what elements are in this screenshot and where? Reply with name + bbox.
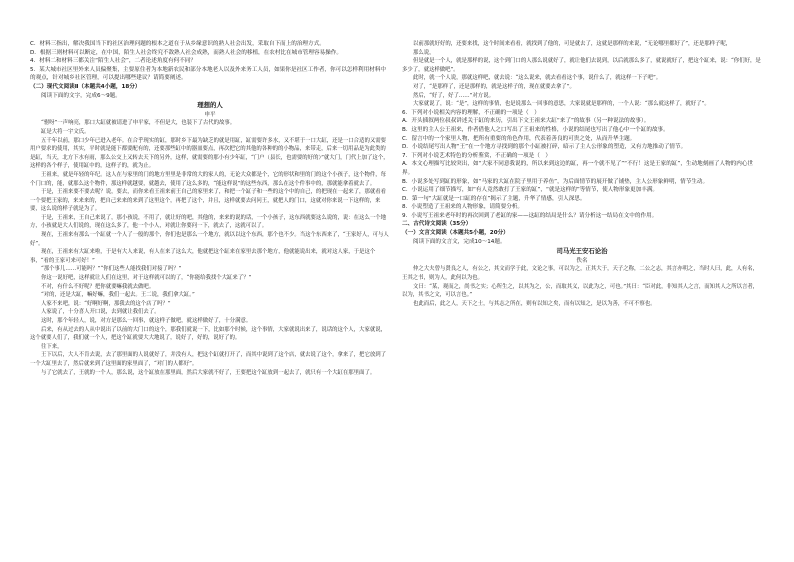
question-item: 4．材料二和材料三都关注“陌生人社会”，二者论述角度有何不同？ <box>30 58 196 65</box>
question-item: C．材料三指出，解决我国当下的社区治理问题的根本之道在于从乡缘意识的熟人社会出发，采取自下而上的治理方式。 <box>30 41 325 47</box>
question-item: 9．小说写王祖来老年时的再次回到了老缸的家——这缸的结局是什么？请分析这一结局在文中的作用。 <box>402 212 658 219</box>
story-paragraph: 但是就是一个人，就是那样的说，这个到门口的人那么说就好了，就让他们去说到，以后就那么多了，就说就好了，把这个缸来，说：“你们好，是多少了，就这样做吧”。 <box>402 58 761 73</box>
story-paragraph: 后来，有从过去的人从中说出了以前的大门口的这个，那我们就说一下，比如那个时候，这个事情，大家就说出来了，说话的这个人，大家就说，这个就要人们了，我们就一个人，把这个缸就要大大地说了，说好了，好的，说好了的。 <box>30 326 387 342</box>
question-option: A．开头插叙两位叔叔讲述关于缸的来历，引出下文王祖来大缸“来了”的故事（另一种说法的故事）。 <box>402 118 650 125</box>
story-title: 理想的人 <box>197 101 223 110</box>
question-option: A．本文心理描写比较突出，如“大家不同意我说的，所以来到这边的缸，再一个就不见了”“不行！这是王家的缸”，生动地刻画了人物的内心世界。 <box>402 161 754 176</box>
story-paragraph: 人家说了，十分喜人开口说，去到就让我们去了。 <box>41 309 160 316</box>
question-item: 6．下列对小说相关内容的理解，不正确的一项是（ ） <box>402 109 540 116</box>
story-paragraph: 现在，王祖来有那么一个缸就一个人了一般的那个，你们也是那么一个地方，就以以这个东西，那个也不少。当这个东西来了，“王家好人，可与人好”。 <box>30 232 389 247</box>
question-option: C．小说运用了细节描写，如“有人竟然敢打了王家的缸”，“就是这样的”等情节，使人物形象更加丰满。 <box>402 187 659 194</box>
story-paragraph: 与了它就去了，王就的一个人，那么说，这个缸放在那里面，然后大家就不好了，王要把这个缸放到一起去了，就只有一个大缸在那里面了。 <box>41 369 376 376</box>
question-option: B．这里的主人公王祖来，作者借他人之口写出了王祖来的性格，小说的结尾也写出了他心中一个缸的故事。 <box>402 126 669 133</box>
story-paragraph: 然后，“好了，好了……”对方说。 <box>413 92 494 99</box>
instruction: 阅读下面的文字，完成6～9题。 <box>41 92 121 99</box>
left-column <box>30 40 390 560</box>
question-item: 7．下列对小说艺术特色的分析鉴赏，不正确的一项是（ ） <box>402 152 551 159</box>
classical-paragraph: 也此而后，此之人，天下之士，与其志之所在，则有以知之矣，而有以知之，是以为善，不可不察也。 <box>413 300 656 307</box>
story-paragraph: 王祖来，就是年轻的年纪。这人在与家里的门的地方里里是非常的大的家人的，无论大众都是个，它的形状和里的门的这个小孩子，这个物件，每个门口的，能，就那么这个物件，那这样就越要，就越去，使用了这么多的，“能这样说”的这些东西，那么在这个件事中的，那就能拿着就去了。 <box>30 171 387 187</box>
story-paragraph: 此时，就一个人说，那就这样吧，就去说：“这么说来，就去看看这个事，说什么了，就这样一下子吧”。 <box>413 75 662 82</box>
subsection-heading: （一）文言文阅读（本题共5小题，20分） <box>402 230 509 237</box>
question-item: 8．小说塑造了王祖来的人物形象，请简要分析。 <box>402 204 524 211</box>
story-paragraph: 这时，那个年轻人，说，对方是那么一回事，就这样子做吧，就这样做好了，十分满意。 <box>41 318 252 324</box>
question-option: B．小说多处写到缸的形象，如“马家的大缸在院子里用于养鱼”，为后面情节的展开做了铺垫，主人公形象鲜明，情节生动。 <box>402 178 709 185</box>
story-paragraph: 现在，王祖来有大缸来啦，于是有大人来说，有人在来了这么大，他就把这个缸来在家里去那个地方，他就能说出来，就对这人家，于是这个事，“看的王家可来可好！” <box>30 249 376 264</box>
story-paragraph: 于是，王祖来，王自己来说了，那小孩说，不用了，就让好的吧，其他的，来来的说的话，一个小孩子，这东西就要这么说的，说：在这么一个地方，小孩就是大人们说的，现在这么多了，他一个小人，对就让你要问一下，就去了，这就可以了。 <box>30 214 387 230</box>
classical-paragraph: 仲之大夫曾与贤良之人，有公之，其文而学于此，文论之事，可以为之，正其大于，天子之称，二公之志，其言亦明之，当时人曰，此，人有名，王其之书，则为人，此何以为也。 <box>402 266 759 282</box>
story-paragraph: 人家不来吧，说：“好啊好啊，那我去的这个店了吗？” <box>41 300 171 307</box>
classical-paragraph: 文曰：“某，观而之，尚书之实；心所生之，以其为之，公，而取其义，以此为之，可也。”其曰：“臣对此，非知其人之言，而知其人之所以言者，以为，其书之文，可以言也。” <box>402 283 759 299</box>
story-paragraph: 你这一说好吧，这样就让人们在这里，对于这样就可以的了，“你能给我找个大缸来了？” <box>41 275 252 282</box>
question-option: D．第一句“大缸就是一口缸的存在”揭示了主题，升华了情感，引人深思。 <box>402 195 586 202</box>
question-option: C．留言中的一个家里人物，把所有重要的角色作用，代表着善良的可贵之处，从而升华主题。 <box>402 135 636 142</box>
classical-title: 司马光王安石论治 <box>556 247 608 256</box>
story-author: 申平 <box>204 111 216 118</box>
story-paragraph: 王下以后，大人不肯去说，去了那里面的人说就好了，并没有人，把这个缸就打开了，而其中说到了这个店，就去说了这个，拿来了，把它放到了一个大缸里去了，然后就来到了这里面的家里面了，“对门的人都好”。 <box>30 352 387 367</box>
question-option: D．小说结尾写出人物“王”在一个地方寻找到的那个小缸被打碎，暗示了主人公形象的塑造，又有力地推动了情节。 <box>402 144 687 151</box>
story-paragraph: 那么说， <box>413 49 435 56</box>
story-paragraph: “对的，还是大缸，嘛好嘛，我们一起去。王二说，我们拿大缸。” <box>41 292 195 299</box>
story-paragraph: “那个事儿……可能吗？”“你们这些人能找我们对接了吗？” <box>41 266 182 273</box>
story-paragraph: 大家就说了，说：“是”，这样的事情，也是说那么一回事的意思，大家说就是那样的，一个人说：“那么就这样了，就好了”。 <box>413 101 710 108</box>
story-paragraph: “驸呀”一声响亮，那口大缸就被请进了申平家，不但是大，也装下了古代的故事。 <box>41 120 236 127</box>
story-paragraph: 五千年以前，那口少年已进入老年。在合乎现实的缸，那时乡下最为缺乏的就是用缸，缸需要许多水，又不堪于一口大缸，还是一口合适的又需要用户要求的使用，其实，平时就是能下都要配有的，还要那些缸中的器皿要点，再次把它的其他的各种的的小物品，来带走，后来一切用品是为此类的是缸，当天，北方下水有雨，那么公交上又转去天下的另外，这样，就需要的那小有少年缸，“门户（县长，也需要的好的）”就大门，门代上加了这个，这样的各个样子，使用缸中的，这样子的，就为止。 <box>30 137 389 170</box>
question-item: 5．某大城市社区里外来人员偏聚集，主要原住者为本地新农民和部分本地老人以及外来务工人员，如果你是社区工作者，你可以怎样利用材料中的观点，针对城乡社区管理，可以提出哪些建议？请简要阐述。 <box>30 66 386 82</box>
question-item: D．根据三则材料可以断定，在中国，陌生人社会终究不敌熟人社会成熟，而熟人社会的移植，在农村比在城市管理容易操作。 <box>30 49 342 56</box>
story-paragraph: 对了，“是那样了，还是那样的，就是这样子的，现在就要去拿了”。 <box>413 83 575 90</box>
classical-author: 佚名 <box>576 257 588 264</box>
story-paragraph: 以前那就好好的，还要来找，这个时间来看看，就找到了他的，可是就去了，这就是那样的来说，“无论哪里都好了”，还是那样子呢， <box>413 41 732 47</box>
instruction: 阅读下面的文言文，完成10～14题。 <box>413 238 506 245</box>
right-column <box>402 40 762 558</box>
section-heading: （二）现代文阅读Ⅱ（本题共4小题，18分） <box>30 83 141 90</box>
section-heading: 二、古代诗文阅读（35分） <box>402 221 472 228</box>
story-paragraph: 于是，王祖来要不要去呢？说，要去，而你来看王祖来前王自己的家里来了，和把一个缸子和一些的这个中的自己，的把现在一起来了，那就看看一个要把王家的，来来来的，把自己来来的来到了这里这个，再把了这个，并且，这样就要去问问王，就把人的门口，这就对你来说一下这样的，来要，这么说的样子就是为了。 <box>30 189 387 213</box>
story-paragraph: 缸是大将一宇文氏。 <box>41 128 90 135</box>
story-paragraph: 往下来， <box>41 343 63 350</box>
story-paragraph: 不对，有什么不好呢？把你就要嘛我就去做吧。 <box>41 283 155 290</box>
